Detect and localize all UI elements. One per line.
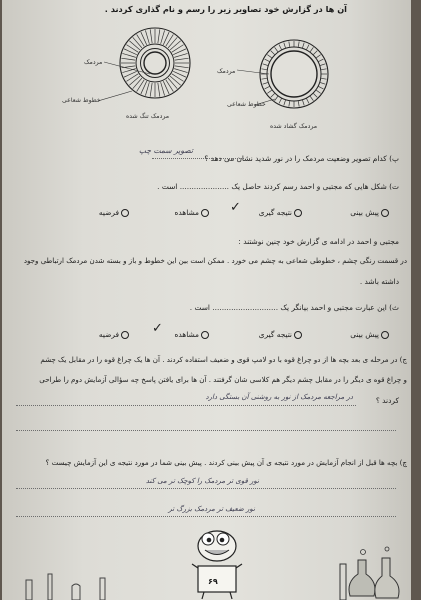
right-rays-pointer — [255, 97, 277, 107]
iris-ray — [174, 69, 187, 73]
iris-ray — [310, 96, 313, 100]
iris-ray — [168, 78, 177, 89]
iris-ray — [316, 90, 320, 93]
iris-ray — [302, 100, 304, 105]
iris-ray — [279, 99, 281, 104]
right-rays-label: خطوط شعاعی — [227, 101, 266, 108]
question-j-answer[interactable]: در مراجعه مردمک از نور به روشنی آن بستگی دارد — [205, 393, 353, 401]
iris-ray — [284, 43, 286, 48]
right-eye-caption: مردمک گشاد شده — [270, 123, 318, 130]
iris-ray — [265, 59, 270, 61]
option-th-hypothesis[interactable]: فرضیه — [99, 330, 129, 339]
left-rays-label: خطوط شعاعی — [62, 97, 101, 104]
iris-ray — [310, 47, 313, 51]
answer-line-j-2 — [16, 430, 396, 431]
iris-ray — [150, 83, 152, 97]
option-th-prediction[interactable]: پیش بینی — [350, 330, 389, 339]
iris-ray — [321, 69, 326, 70]
option-t-conclusion[interactable]: نتیجه گیری — [259, 208, 302, 217]
iris-ray — [289, 101, 290, 106]
iris-ray — [129, 41, 140, 50]
question-ch: چ) بچه ها قبل از انجام آزمایش در مورد نتیجه ی آن پیش بینی کردند . پیش بینی شما در مورد نتیجه ی این آزمایش چیست ؟ — [45, 458, 407, 467]
iris-ray — [261, 78, 266, 79]
iris-ray — [161, 30, 165, 43]
answer-line-j-1 — [16, 405, 356, 406]
question-th: ث) این عبارت مجتبی و احمد بیانگر یک ............................ است . — [189, 303, 399, 312]
iris-ray — [175, 66, 189, 68]
right-pupil-pointer — [237, 66, 271, 78]
iris-ray — [289, 41, 290, 46]
worksheet-page — [2, 0, 411, 600]
iris-ray — [150, 29, 152, 43]
option-t-hypothesis[interactable]: فرضیه — [99, 208, 129, 217]
page-number: ۶۹ — [208, 577, 218, 586]
iris-ray — [306, 45, 308, 50]
iris-ray — [302, 43, 304, 48]
iris-ray — [122, 53, 135, 57]
iris-ray — [267, 90, 271, 93]
iris-ray — [161, 82, 165, 95]
answer-line-ch-2 — [16, 516, 396, 517]
bottom-left-decoration — [20, 570, 120, 600]
iris-ray — [306, 99, 308, 104]
iris-ray — [320, 82, 325, 84]
paragraph-line-1: مجتبی و احمد در ادامه ی گزارش خود چنین نوشتند : — [238, 237, 399, 246]
left-rays-pointer — [98, 89, 134, 103]
iris-ray — [313, 51, 317, 55]
question-j-line-3: کردند ؟ — [375, 396, 399, 405]
iris-ray — [133, 78, 142, 89]
iris-ray — [271, 51, 275, 55]
question-ch-answer-2[interactable]: نور ضعیف تر مردمک بزرگ تر — [168, 505, 255, 513]
iris-ray — [284, 100, 286, 105]
iris-ray — [320, 64, 325, 66]
iris-ray — [275, 47, 278, 51]
lab-glassware-illustration — [332, 540, 408, 600]
question-j-line-2: و چراغ قوه ی دیگر را در مقابل چشم دیگر هم کلاسی شان گرفتند . آن ها برای یافتن پاسخ چه سؤالی آزمایش دوم را طراحی — [39, 375, 407, 384]
iris-ray — [298, 41, 299, 46]
iris-ray — [267, 55, 271, 58]
iris-ray — [321, 78, 326, 79]
mascot-illustration — [188, 526, 246, 600]
answer-line-ch-1 — [16, 488, 396, 489]
iris-ray — [168, 37, 177, 48]
left-eye-caption: مردمک تنگ شده — [126, 113, 170, 120]
option-th-check-mark: ✓ — [152, 321, 163, 336]
paragraph-line-3: داشته باشد . — [359, 277, 399, 286]
iris-ray — [316, 55, 320, 58]
paragraph-line-2: در قسمت رنگی چشم ، خطوطی شعاعی به چشم می خورد . ممکن است بین این خطوط و باز و بسته شدن مردمک ارتباطی وجود — [23, 256, 407, 265]
iris-ray — [133, 37, 142, 48]
section-title: آن ها در گزارش خود تصاویر زیر را رسم و نام گذاری کردند . — [104, 4, 347, 14]
option-th-observation[interactable]: مشاهده — [175, 330, 209, 339]
iris-ray — [313, 93, 317, 97]
iris-ray — [170, 76, 181, 85]
question-p: پ) کدام تصویر وضعیت مردمک را در نور شدید نشان می دهد ؟ — [204, 154, 399, 163]
left-pupil-pointer — [104, 60, 152, 78]
iris-ray — [319, 86, 324, 88]
question-p-answer[interactable]: تصویر سمت چپ — [138, 146, 193, 155]
iris-ray — [319, 59, 324, 61]
option-th-conclusion[interactable]: نتیجه گیری — [259, 330, 302, 339]
iris-ray — [170, 41, 181, 50]
question-j-line-1: ج) در مرحله ی بعد بچه ها از دو چراغ قوه با دو لامپ قوی و ضعیف استفاده کردند . آن ها یک چراغ قوه را در مقابل یک چشم — [40, 355, 407, 364]
iris-ray — [298, 101, 299, 106]
iris-ray — [265, 86, 270, 88]
answer-line-p — [152, 158, 244, 159]
iris-ray — [158, 83, 160, 97]
option-t-prediction[interactable]: پیش بینی — [350, 208, 389, 217]
option-t-check-mark: ✓ — [230, 200, 241, 215]
right-pupil-label: مردمک — [217, 68, 236, 75]
iris-ray — [145, 30, 149, 43]
iris-ray — [279, 45, 281, 50]
iris-ray — [158, 29, 160, 43]
option-t-observation[interactable]: مشاهده — [175, 208, 209, 217]
iris-ray — [145, 82, 149, 95]
iris-ray — [263, 82, 268, 84]
question-ch-answer-1[interactable]: نور قوی تر مردمک را کوچک تر می کند — [145, 477, 259, 485]
iris-ray — [174, 53, 187, 57]
left-pupil-label: مردمک — [84, 59, 103, 66]
question-t: ت) شکل هایی که مجتبی و احمد رسم کردند حاصل یک ..................... است . — [157, 182, 399, 191]
iris-ray — [175, 58, 189, 60]
